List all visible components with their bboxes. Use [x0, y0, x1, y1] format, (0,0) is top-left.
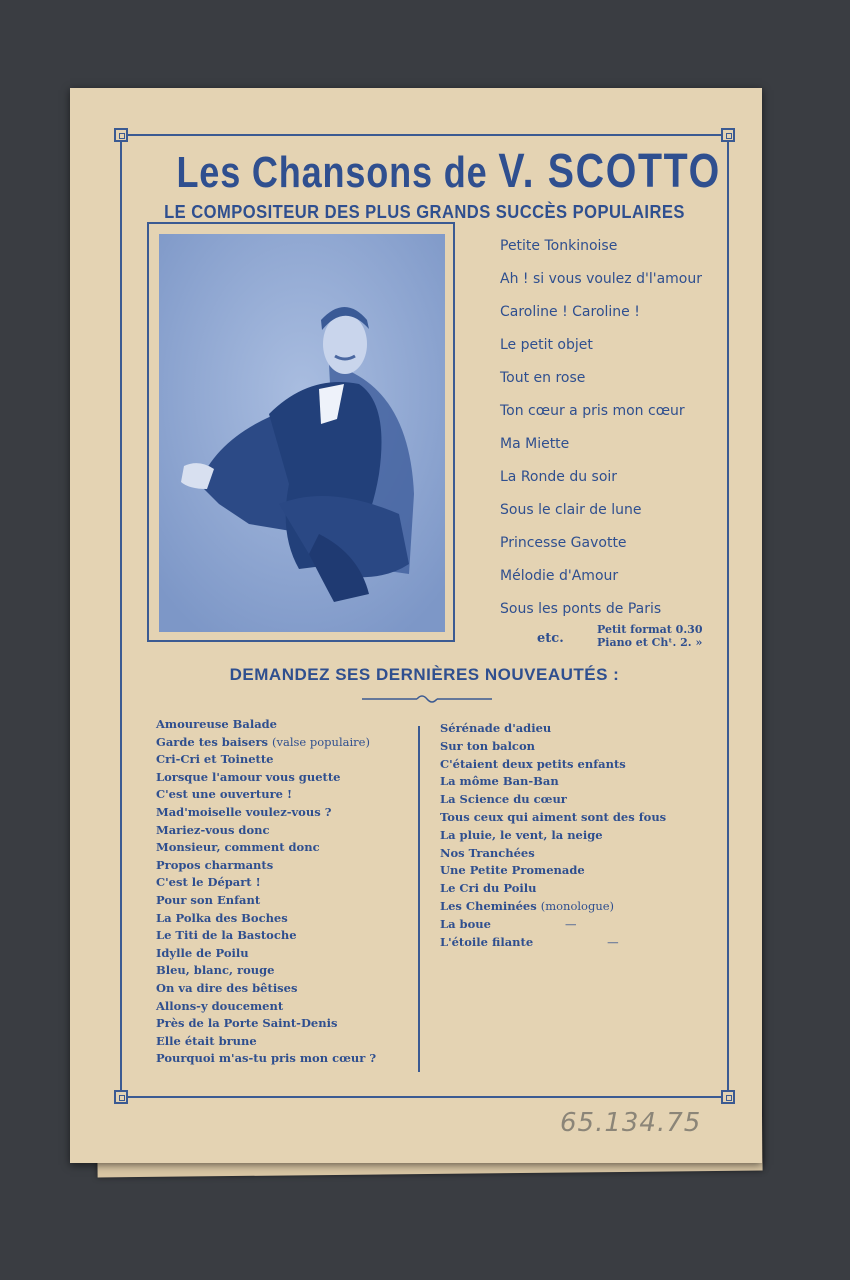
corner-ornament-icon: [721, 1090, 735, 1104]
song-list-item: [156, 839, 411, 857]
song-list-item: [156, 734, 411, 752]
song-list-item: [440, 934, 720, 952]
featured-song-item: Princesse Gavotte: [500, 535, 627, 551]
song-list-item: [156, 716, 411, 734]
song-list-item: [440, 720, 720, 738]
song-title: Sur ton balcon: [440, 738, 535, 753]
featured-song-item: Petite Tonkinoise: [500, 238, 618, 254]
corner-ornament-icon: [114, 128, 128, 142]
song-list-item: [156, 822, 411, 840]
song-list-item: [440, 809, 720, 827]
price-piano: Piano et Chᵗ. 2. »: [597, 636, 703, 649]
featured-songs-list: [500, 230, 730, 626]
page-title: [176, 144, 721, 199]
song-title: Les Cheminées: [440, 898, 537, 913]
new-songs-left-column: [156, 716, 411, 1068]
song-title: La Science du cœur: [440, 792, 567, 807]
song-list-item: [156, 962, 411, 980]
song-title: Propos charmants: [156, 857, 274, 872]
song-title: La môme Ban-Ban: [440, 774, 559, 789]
song-title: Près de la Porte Saint-Denis: [156, 1016, 338, 1031]
song-list-item: [440, 756, 720, 774]
song-list-item: [156, 980, 411, 998]
corner-ornament-icon: [721, 128, 735, 142]
song-list-item: [440, 827, 720, 845]
title-main: Les Chansons de: [176, 148, 499, 197]
featured-song-item: Ah ! si vous voulez d'l'amour: [500, 271, 702, 287]
new-songs-right-column: [440, 720, 720, 951]
song-list-item: [156, 1015, 411, 1033]
song-title: Idylle de Poilu: [156, 945, 249, 960]
featured-song-item: Sous les ponts de Paris: [500, 601, 662, 617]
song-list-item: [156, 910, 411, 928]
song-list-item: [156, 998, 411, 1016]
song-list-item: [440, 738, 720, 756]
song-title: Nos Tranchées: [440, 845, 535, 860]
song-title: Le Cri du Poilu: [440, 881, 537, 896]
song-title: Bleu, blanc, rouge: [156, 963, 275, 978]
corner-ornament-icon: [114, 1090, 128, 1104]
etc-label: etc.: [537, 631, 564, 646]
song-list-item: [156, 857, 411, 875]
song-list-item: [156, 786, 411, 804]
song-title: Tous ceux qui aiment sont des fous: [440, 809, 667, 824]
song-title: La Polka des Boches: [156, 910, 288, 925]
song-list-item: [156, 892, 411, 910]
composer-portrait-icon: [159, 234, 445, 632]
song-title: Garde tes baisers: [156, 734, 268, 749]
song-note: —: [607, 934, 619, 949]
song-title: C'est le Départ !: [156, 875, 261, 890]
song-title: On va dire des bêtises: [156, 980, 298, 995]
song-title: C'étaient deux petits enfants: [440, 756, 626, 771]
song-title: Le Titi de la Bastoche: [156, 928, 297, 943]
song-list-item: [440, 773, 720, 791]
song-title: Monsieur, comment donc: [156, 840, 320, 855]
featured-song-item: La Ronde du soir: [500, 469, 618, 485]
song-list-item: [156, 927, 411, 945]
song-title: Sérénade d'adieu: [440, 721, 552, 735]
song-list-item: [440, 880, 720, 898]
page-subtitle: LE COMPOSITEUR DES PLUS GRANDS SUCCÈS POPULAIRES: [164, 202, 685, 222]
flourish-icon: [362, 692, 492, 706]
song-title: C'est une ouverture !: [156, 787, 293, 802]
pencil-inventory-number: 65.134.75: [560, 1108, 702, 1138]
song-title: Mariez-vous donc: [156, 822, 270, 837]
song-list-item: [156, 769, 411, 787]
song-list-item: [440, 916, 720, 934]
song-list-item: [156, 1050, 411, 1068]
song-title: Pourquoi m'as-tu pris mon cœur ?: [156, 1051, 377, 1066]
song-list-item: [440, 898, 720, 916]
song-title: Une Petite Promenade: [440, 863, 585, 878]
song-title: Pour son Enfant: [156, 892, 261, 907]
song-title: L'étoile filante: [440, 934, 534, 949]
song-title: Mad'moiselle voulez-vous ?: [156, 804, 332, 819]
song-list-item: [440, 845, 720, 863]
featured-song-item: Ton cœur a pris mon cœur: [500, 403, 685, 419]
column-divider: [418, 726, 420, 1072]
song-note: (valse populaire): [272, 734, 370, 749]
portrait-frame: [147, 222, 455, 642]
featured-song-item: Tout en rose: [500, 370, 586, 386]
song-list-item: [440, 791, 720, 809]
song-note: —: [564, 916, 577, 931]
song-title: La boue: [440, 916, 491, 931]
song-list-item: [156, 874, 411, 892]
featured-song-item: Ma Miette: [500, 436, 570, 452]
new-releases-heading: DEMANDEZ SES DERNIÈRES NOUVEAUTÉS :: [229, 665, 620, 684]
featured-song-item: Mélodie d'Amour: [500, 568, 619, 584]
song-title: Allons-y doucement: [156, 998, 284, 1013]
price-small-format: Petit format 0.30: [597, 623, 703, 636]
song-list-item: [440, 862, 720, 880]
featured-song-item: Le petit objet: [500, 337, 593, 353]
price-info: [597, 623, 702, 649]
song-list-item: [156, 751, 411, 769]
song-list-item: [156, 1033, 411, 1051]
song-title: Cri-Cri et Toinette: [156, 752, 274, 767]
song-title: Amoureuse Balade: [156, 717, 278, 731]
song-title: La pluie, le vent, la neige: [440, 827, 603, 842]
song-title: Lorsque l'amour vous guette: [156, 769, 341, 784]
song-list-item: [156, 945, 411, 963]
song-note: (monologue): [540, 898, 615, 913]
featured-song-item: Sous le clair de lune: [500, 502, 642, 518]
song-title: Elle était brune: [156, 1033, 257, 1048]
song-sheet: [70, 88, 762, 1163]
song-list-item: [156, 804, 411, 822]
title-name: V. SCOTTO: [498, 145, 721, 198]
featured-song-item: Caroline ! Caroline !: [500, 304, 640, 320]
border-frame: [120, 134, 729, 1098]
portrait-photo: [159, 234, 443, 630]
